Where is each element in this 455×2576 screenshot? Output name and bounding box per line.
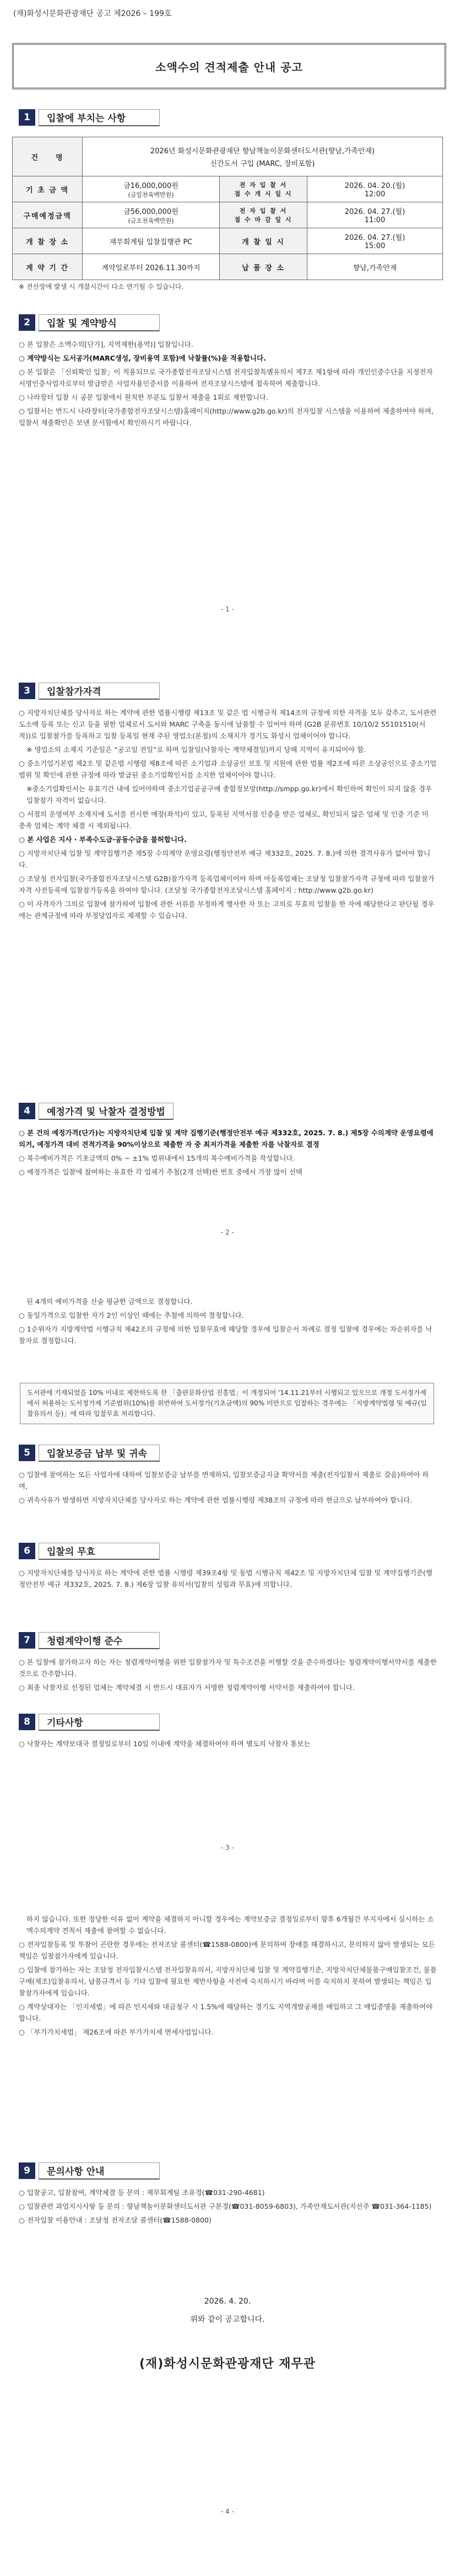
table-cell: 2026. 04. 27.(월) 15:00 xyxy=(307,228,443,254)
section-4-heading xyxy=(19,1102,174,1120)
section-8-continued xyxy=(19,1913,437,2040)
table-cell: 2026. 04. 20.(월) 12:00 xyxy=(307,176,443,202)
paragraph: ○ 1순위자가 지방계약법 시행규칙 제42조의 규정에 의한 입찰무효에 해당할 경우에 입찰순서 차례로 결정 입찰에 경우에는 차순위자를 낙찰자로 결정합니다. xyxy=(19,1325,432,1345)
announcement-closing: 위와 같이 공고합니다. xyxy=(190,2315,265,2324)
paragraph: ○ 본 입찰은 「신뢰확인 입찰」이 적용되므로 국가종합전자조달시스템 전자입찰특별유의서 제7조 제1항에 따라 개인인증수단을 지정전자서명인증사업자로부터 발급받은 사업자용인증서를 이용하여 전자조달시스템에 접속하여 제출합니다. xyxy=(19,368,433,388)
table-cell: 향남,가족안재 xyxy=(307,254,443,280)
table-row xyxy=(13,254,443,280)
page-number: - 4 - xyxy=(221,2508,234,2515)
paragraph: ○ 본 건의 예정가격(단가)는 지방자치단체 입찰 및 계약 집행기준(행정안전부 예규 제332호, 2025. 7. 8.) 제5장 수의계약 운영요령에 의거, 예정가격 대비 견적가격을 90%이상으로 제출한 자 중 최저가격을 제출한 자를 낙찰자로 결정 xyxy=(19,1129,434,1149)
project-name-line-2: 신간도서 구입 (MARC, 장비포함) xyxy=(210,160,315,168)
section-number: 8 xyxy=(19,1714,35,1730)
paragraph: ○ 입찰서는 반드시 나라장터(국가종합전자조달시스템)홈페이지(http://www.g2b.go.kr)의 전자입찰 시스템을 이용하여 제출하여야 하며, 입찰서 제출확인은 보낸 문서함에서 확인하시기 바랍니다. xyxy=(19,407,434,427)
paragraph: ○ 조달청 전자입찰(국가종합전자조달시스템 G2B)참가자격 등록업체이어야 하며 마등록업체는 조달청 입찰참가자격 규정에 따라 입찰참가자격 사전등록에 입찰참가등록을 하여야 합니다. (조달청 국가종합전자조달시스템 홈페이지 : http://www.g2b.go.kr) xyxy=(19,874,435,894)
table-cell-header: 건 명 xyxy=(13,137,83,176)
section-2-heading xyxy=(19,313,160,332)
section-number: 3 xyxy=(19,683,35,699)
section-number: 2 xyxy=(19,314,35,331)
announcement-date: 2026. 4. 20. xyxy=(204,2297,251,2306)
table-cell xyxy=(83,176,220,202)
table-cell: 계약일로부터 2026.11.30까지 xyxy=(83,254,220,280)
section-6-body xyxy=(19,1567,437,1592)
section-3-heading xyxy=(19,681,160,700)
planned-amount: 금56,000,000원 xyxy=(123,207,178,216)
paragraph: ※ 영업소의 소재지 기준일은 “공고일 전일”로 하며 입찰일(낙찰자는 계약체결일)까지 당해 지역이 유지되어야 함. xyxy=(26,745,366,754)
paragraph: ○ 서점의 운영여부 소재지에 도서를 전시한 매장(좌석)이 있고, 등록된 지역서점 인증을 받은 업체로, 확인되지 않은 업체 및 인증 기준 미 충족 업체는 계약 체결 시 제외됩니다. xyxy=(19,810,429,830)
project-name-line-1: 2026년 화성시문화관광재단 향남책놀이문화센터도서관(향남,가족안재) xyxy=(150,147,375,155)
paragraph: ○ 본 사업은 지사 · 부족수도급·공동수급을 불허합니다. xyxy=(19,835,187,844)
table-row xyxy=(13,228,443,254)
table-row xyxy=(13,202,443,228)
page-number: - 3 - xyxy=(221,1844,234,1852)
table-cell-header: 전 자 입 찰 서 접 수 마 감 일 시 xyxy=(220,202,307,228)
document-title: 소액수의 견적제출 안내 공고 xyxy=(12,43,446,89)
paragraph: ○ 지방자치단체를 당사자로 하는 계약에 관한 법률시행령 제13조 및 같은 법 시행규칙 제14조의 규정에 의한 자격을 모두 갖추고, 도서관련 도소매 등록 또는 신고 등을 필한 업체로서 도서와 MARC 구축을 동시에 납품할 수 있어야 하며 (G2B 분류번호 10/10/2 55101510(서적))로 입찰참가를 등록하고 입찰 등록일 현재 주된 영업소(본점)의 소재지가 경기도 화성시 업체이어야 합니다. xyxy=(19,709,437,740)
section-5-heading xyxy=(19,1443,160,1462)
section-label: 예정가격 및 낙찰자 결정방법 xyxy=(39,1103,174,1120)
section-7-body xyxy=(19,1656,437,1695)
table-cell-header: 개 찰 장 소 xyxy=(13,228,83,254)
paragraph: ○ 이 자격자가 그의로 입찰에 참가하여 입찰에 관한 서류를 부정하게 행사한 자 또는 고의로 무효의 입찰을 한 자에 해당한다고 판단될 경우에는 관계규정에 따라 부정당업자로 제재할 수 있습니다. xyxy=(19,900,435,920)
paragraph: ○ 지방자치단체를 당사자로 하는 계약에 관한 법률 시행령 제39조4항 및 동법 시행규칙 제42조 및 지방자치단체 입찰 및 계약집행기준(행정안전부 예규 제332호, 2025. 7. 8.) 제6장 입찰 유의서(입찰의 성립과 무효)에 의합니다. xyxy=(19,1569,432,1588)
paragraph: ○ 본 입찰은 소액수의[단가], 지역제한(용역)] 입찰입니다. xyxy=(19,340,193,348)
base-amount: 금16,000,000원 xyxy=(123,181,178,190)
table-cell xyxy=(83,137,443,176)
paragraph: ○ 예정가격은 입찰에 참여하는 유효한 각 업체가 추첨(2개 선택)한 번호 중에서 가장 많이 선택 xyxy=(19,1168,302,1176)
section-label: 입찰에 부치는 사항 xyxy=(39,109,160,126)
paragraph: ○ 「부가가치세법」 제26조에 따른 부가가치세 면세사업입니다. xyxy=(19,2028,214,2036)
section-9-body xyxy=(19,2187,437,2228)
paragraph: 된 4개의 예비가격을 산술 평균한 금액으로 결정합니다. xyxy=(26,1297,193,1306)
section-label: 청렴계약이행 준수 xyxy=(39,1632,160,1649)
section-number: 1 xyxy=(19,109,35,126)
section-9-heading xyxy=(19,2161,160,2180)
page-number: - 2 - xyxy=(221,1228,234,1236)
planned-amount-korean: (금오천육백만원) xyxy=(128,217,174,224)
section-label: 입찰참가자격 xyxy=(39,683,160,700)
table-cell: 2026. 04. 27.(월) 11:00 xyxy=(307,202,443,228)
paragraph: ○ 본 입찰에 참가하고자 하는 자는 청렴계약이행을 위한 입찰참가자 및 특수조건을 이행할 것을 준수하겠다는 청렴계약이행서약서를 제출한 것으로 간주합니다. xyxy=(19,1658,437,1678)
section-2-body xyxy=(19,339,437,431)
paragraph: ○ 낙찰자는 계약보대국 결정일로부터 10일 이내에 계약을 체결하여야 하며 별도의 낙찰자 통보는 xyxy=(19,1740,311,1748)
paragraph: ○ 지방자치단체 입찰 및 계약집행기준 제5장 수의계약 운영요령(행정안전부 예규 제332호, 2025. 7. 8.)에 의한 결격사유가 없어야 합니다. xyxy=(19,849,431,869)
section-1-heading xyxy=(19,108,160,127)
section-5-body xyxy=(19,1469,437,1508)
section-label: 기타사항 xyxy=(39,1714,160,1731)
paragraph: ○ 계약방식는 도서공가(MARC생성, 장비용역 포함)에 낙찰률(%)을 적용합니다. xyxy=(19,354,266,362)
paragraph: ○ 동일가격으로 입찰한 자가 2인 이상인 때에는 추첨에 의하여 결정합니다. xyxy=(19,1311,244,1319)
section-number: 4 xyxy=(19,1103,35,1119)
paragraph: ○ 입찰관련 과업지시사항 등 문의 : 향남책놀이문화센터도서관 구본경(☎031-8059-6803), 가족안재도서관(지선주 ☎031-364-1185) xyxy=(19,2202,432,2210)
base-amount-korean: (금일천육백만원) xyxy=(128,191,174,198)
section-label: 문의사항 안내 xyxy=(39,2162,160,2180)
table-cell-header: 기 초 금 액 xyxy=(13,176,83,202)
table-cell xyxy=(83,202,220,228)
paragraph: 하지 않습니다. 또한 정당한 이유 없이 계약을 체결하지 아니할 경우에는 계약보증금 결정일로부터 향후 6개월간 부지자에서 실시하는 소액수의계약 견적서 제출에 참여할 수 없습니다. xyxy=(26,1915,434,1935)
section-label: 입찰보증금 납부 및 귀속 xyxy=(39,1445,160,1462)
paragraph: ○ 입찰공고, 입찰참여, 계약체결 등 문의 : 재무회계팀 조유경(☎031-290-4681) xyxy=(19,2188,265,2197)
paragraph: ○ 전자입찰 이용안내 : 조달청 전자조달 콜센터(☎1588-0800) xyxy=(19,2216,212,2224)
section-number: 9 xyxy=(19,2162,35,2179)
table-cell-header: 전 자 입 찰 서 접 수 개 시 일 시 xyxy=(220,176,307,202)
paragraph: ○ 전자입찰등록 및 투찰이 곤란한 경우에는 전자조달 콜센터(☎1588-0800)에 문의하여 장애를 해결하시고, 문의하지 않아 발생되는 모든 책임은 입찰참가자에게 있습니다. xyxy=(19,1940,435,1960)
paragraph: ○ 최종 낙찰자로 선정된 업체는 계약체결 시 반드시 대표자가 서명한 청렴계약이행 서약서를 제출하여야 합니다. xyxy=(19,1683,355,1692)
paragraph: ○ 귀속사유가 발생하면 지방자치단체를 당사자로 하는 계약에 관한 법률시행령 제38조의 규정에 따라 현금으로 납부하여야 합니다. xyxy=(19,1496,413,1504)
section-label: 입찰 및 계약방식 xyxy=(39,314,160,331)
section-8-heading xyxy=(19,1713,160,1731)
section-3-body xyxy=(19,707,437,924)
section-label: 입찰의 무효 xyxy=(39,1543,160,1560)
issuing-organization: (재)화성시문화관광재단 재무관 xyxy=(139,2357,316,2371)
table-row xyxy=(13,176,443,202)
section-7-heading xyxy=(19,1631,160,1650)
table-row xyxy=(13,137,443,176)
section-4-body xyxy=(19,1127,437,1180)
paragraph: ○ 입찰에 참여하는 모든 사업자에 대하여 입찰보증금 납부를 면제하되, 입찰보증금지급 확약서를 제출(전자입찰서 제출로 갈음)하여야 하며, xyxy=(19,1471,429,1490)
paragraph: ※중소기업확인서는 유효기간 내에 있어야하며 중소기업공공구매 종합정보망(http://smpp.go.kr)에서 확인하여 확인이 되지 않을 경우 입찰참가 자격이 없습니다. xyxy=(26,785,432,804)
table-cell-header: 개 찰 일 시 xyxy=(220,228,307,254)
table-cell: 재무회계팀 입찰집행관 PC xyxy=(83,228,220,254)
table-cell-header: 계 약 기 간 xyxy=(13,254,83,280)
table-cell-header: 납 품 장 소 xyxy=(220,254,307,280)
paragraph: ○ 입찰에 참가하는 자는 조달청 전자입찰시스템 전자입찰유의서, 지방자치단체 입찰 및 계약집행기준, 지방자치단체물품구매입찰조건, 물품구매(제조)입찰유의서, 납품규격서 등 기타 입찰에 필요한 제반사항을 사전에 숙지하시기 바라며 이를 숙지하지 못하여 발생되는 책임은 입찰참가자에게 있습니다. xyxy=(19,1966,437,1997)
section-number: 6 xyxy=(19,1543,35,1559)
page-number: - 1 - xyxy=(221,605,234,613)
overview-table xyxy=(12,137,443,280)
section-8-body xyxy=(19,1738,437,1752)
section-number: 7 xyxy=(19,1632,35,1649)
announcement-header: (재)화성시문화관광재단 공고 제2026 – 199호 xyxy=(13,9,172,18)
section-4-continued xyxy=(19,1296,437,1349)
overview-note: ※ 전산장애 발생 시 개찰시간이 다소 연기될 수 있습니다. xyxy=(19,283,184,291)
paragraph: ○ 중소기업기본법 제2조 및 같은법 시행령 제8조에 따른 소기업과 소상공인 보호 및 지원에 관한 법률 제2조에 따른 소상공인으로 중소기업 범위 및 확인에 관한 규정에 따라 발급된 중소기업확인서를 소지한 업체이어야 합니다. xyxy=(19,759,437,779)
table-cell-header: 구매예정금액 xyxy=(13,202,83,228)
paragraph: ○ 나라장터 입찰 시 공문 입찰에서 원칙한 부분도 입찰서 제출을 1회로 제한합니다. xyxy=(19,393,268,401)
paragraph: ○ 복수예비가격은 기초금액의 0% ~ ±1% 범위내에서 15개의 복수예비가격을 작성합니다. xyxy=(19,1154,295,1162)
price-law-notice: 도서관에 기재되었을 10% 이내로 제한하도록 한 「출판문화산업 진흥법」이 개정되어 '14.11.21부터 시행되고 있으므로 개정 도서정가제에서 허용하는 도서정가제 기준범위(10%)를 위반하여 도서정가(기초금액)의 90% 미만으로 입찰하는 경우에는 「지방계약법령 및 예규(입찰유의서 등)」에 따라 입찰무효 처리합니다. xyxy=(20,1383,434,1424)
section-6-heading xyxy=(19,1542,160,1560)
section-number: 5 xyxy=(19,1445,35,1461)
paragraph: ○ 계약상대자는 「인지세법」에 따른 인지세와 대금청구 시 1.5%에 해당하는 경기도 지역개발공채를 매입하고 그 매입증명을 제출하여야 합니다. xyxy=(19,2003,433,2022)
